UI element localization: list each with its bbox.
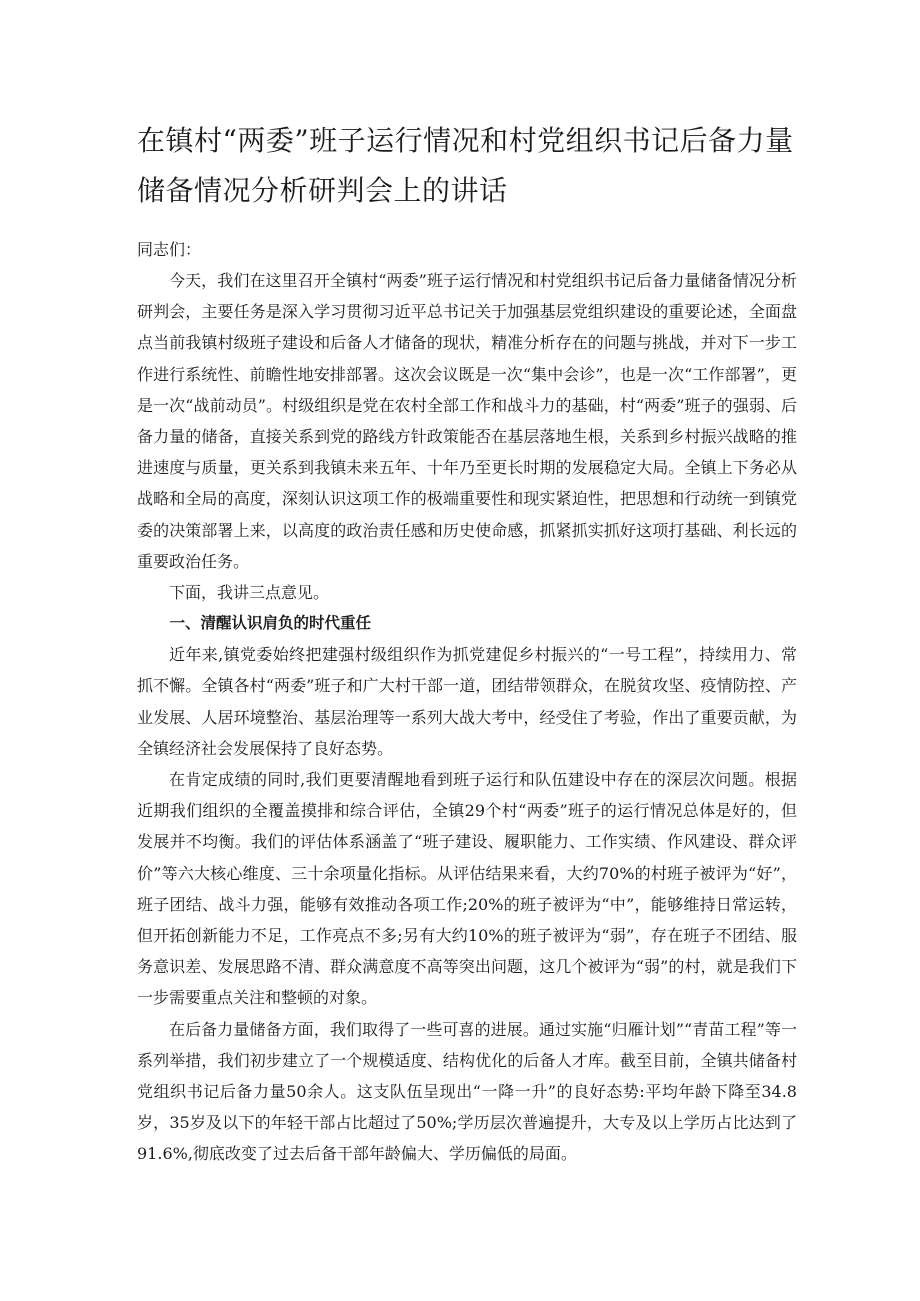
body-paragraph-3: 在后备力量储备方面，我们取得了一些可喜的进展。通过实施“归雁计划”“青苗工程”等一系列举措，我们初步建立了一个规模适度、结构优化的后备人才库。截至目前，全镇共储备村党组织书记后备力量50余人。这支队伍呈现出“一降一升”的良好态势:平均年龄下降至34.8岁，35岁及以下的年轻干部占比超过了50%;学历层次普遍提升，大专及以上学历占比达到了91.6%,彻底改变了过去后备干部年龄偏大、学历偏低的局面。 xyxy=(137,1019,797,1164)
intro-paragraph: 今天，我们在这里召开全镇村“两委”班子运行情况和村党组织书记后备力量储备情况分析研判会，主要任务是深入学习贯彻习近平总书记关于加强基层党组织建设的重要论述，全面盘点当前我镇村级班子建设和后备人才储备的现状，精准分析存在的问题与挑战，并对下一步工作进行系统性、前瞻性地安排部署。这次会议既是一次“集中会诊”，也是一次“工作部署”，更是一次“战前动员”。村级组织是党在农村全部工作和战斗力的基础，村“两委”班子的强弱、后备力量的储备，直接关系到党的路线方针政策能否在基层落地生根，关系到乡村振兴战略的推进速度与质量，更关系到我镇未来五年、十年乃至更长时期的发展稳定大局。全镇上下务必从战略和全局的高度，深刻认识这项工作的极端重要性和现实紧迫性，把思想和行动统一到镇党委的决策部署上来，以高度的政治责任感和历史使命感，抓紧抓实抓好这项打基础、利长远的重要政治任务。 xyxy=(137,271,797,571)
section-heading-1: 一、清醒认识肩负的时代重任 xyxy=(169,614,372,633)
document-title: 在镇村“两委”班子运行情况和村党组织书记后备力量储备情况分析研判会上的讲话 xyxy=(137,124,794,207)
transition-line: 下面，我讲三点意见。 xyxy=(169,583,330,603)
document-page xyxy=(137,116,797,1170)
body-paragraph-1: 近年来,镇党委始终把建强村级组织作为抓党建促乡村振兴的“一号工程”，持续用力、常抓不懈。全镇各村“两委”班子和广大村干部一道，团结带领群众，在脱贫攻坚、疫情防控、产业发展、人居环境整治、基层治理等一系列大战大考中，经受住了考验，作出了重要贡献，为全镇经济社会发展保持了良好态势。 xyxy=(137,645,797,758)
salutation: 同志们： xyxy=(137,240,202,259)
body-paragraph-2: 在肯定成绩的同时,我们更要清醒地看到班子运行和队伍建设中存在的深层次问题。根据近期我们组织的全覆盖摸排和综合评估，全镇29个村“两委”班子的运行情况总体是好的，但发展并不均衡。我们的评估体系涵盖了“班子建设、履职能力、工作实绩、作风建设、群众评价”等六大核心维度、三十余项量化指标。从评估结果来看，大约70%的村班子被评为“好”，班子团结、战斗力强，能够有效推动各项工作;20%的班子被评为“中”，能够维持日常运转，但开拓创新能力不足，工作亮点不多;另有大约10%的班子被评为“弱”，存在班子不团结、服务意识差、发展思路不清、群众满意度不高等突出问题，这几个被评为“弱”的村，就是我们下一步需要重点关注和整顿的对象。 xyxy=(137,770,797,1008)
